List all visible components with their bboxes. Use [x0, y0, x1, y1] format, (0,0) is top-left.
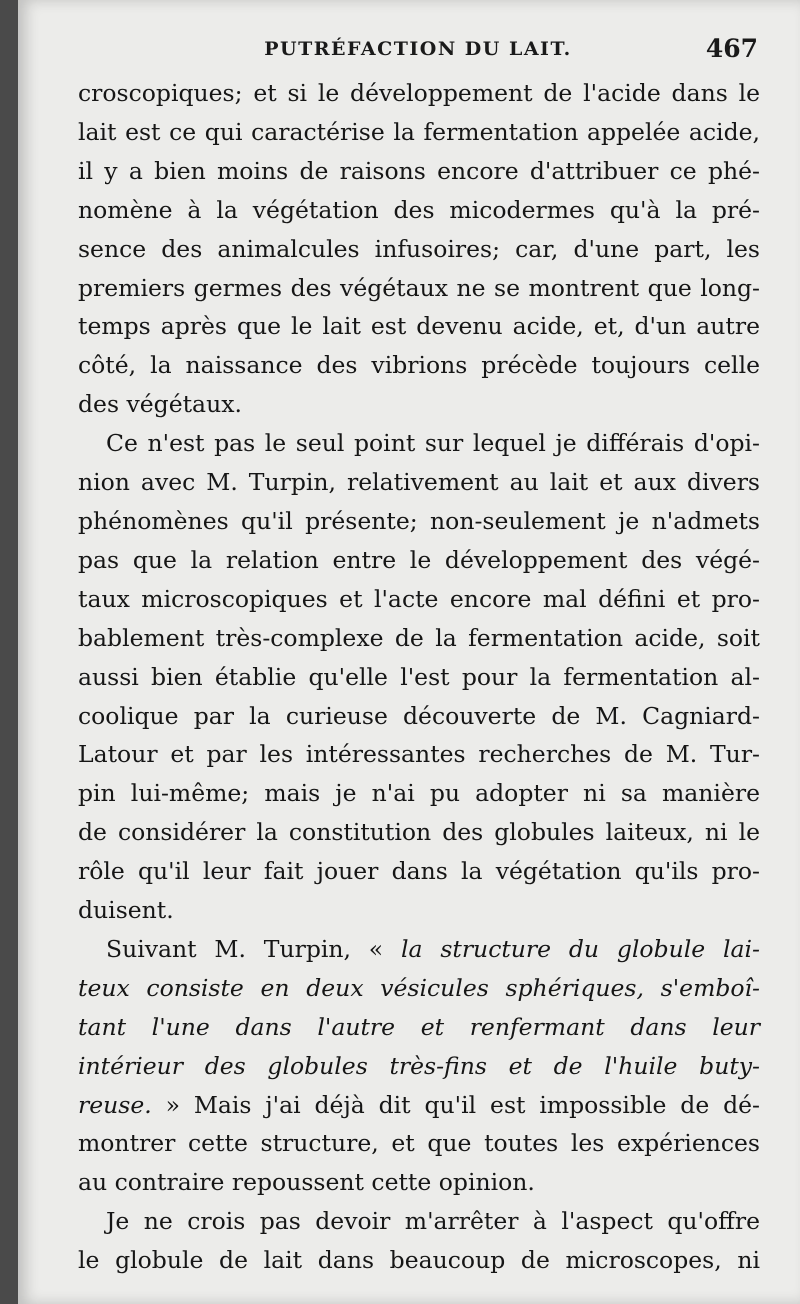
- text-line: Ce n'est pas le seul point sur lequel je différais d'opi-: [106, 429, 760, 458]
- text-line: aussi bien établie qu'elle l'est pour la fermentation al-: [78, 662, 760, 691]
- page-header: [78, 34, 758, 78]
- paragraph-1: [78, 74, 760, 424]
- text-line: pas que la relation entre le développement des végé-: [78, 545, 760, 574]
- paragraph-4: [78, 1202, 760, 1280]
- quoted-text-line: intérieur des globules très-fins et de l'huile buty-: [78, 1051, 760, 1080]
- text-line: taux microscopiques et l'acte encore mal défini et pro-: [78, 584, 760, 613]
- text-line: coolique par la curieuse découverte de M. Cagniard-: [78, 701, 760, 730]
- text-line: bablement très-complexe de la fermentation acide, soit: [78, 623, 760, 652]
- text-line: [78, 1086, 760, 1125]
- text-line: montrer cette structure, et que toutes les expériences: [78, 1129, 760, 1158]
- paragraph-3-quotation: [78, 930, 760, 1202]
- text-line: il y a bien moins de raisons encore d'attribuer ce phé-: [78, 156, 760, 185]
- roman-text: Suivant M. Turpin, «: [106, 934, 401, 963]
- quoted-text: reuse.: [78, 1090, 152, 1119]
- quoted-text-line: tant l'une dans l'autre et renfermant dans leur: [78, 1012, 760, 1041]
- text-line: côté, la naissance des vibrions précède toujours celle: [78, 351, 760, 380]
- text-line: croscopiques; et si le développement de l'acide dans le: [78, 79, 760, 107]
- roman-text: » Mais j'ai déjà dit qu'il est impossible de dé-: [151, 1090, 760, 1119]
- text-line: au contraire repoussent cette opinion.: [78, 1168, 535, 1197]
- text-line: le globule de lait dans beaucoup de microscopes, ni: [78, 1246, 760, 1275]
- paragraph-2: [78, 424, 760, 930]
- text-line: sence des animalcules infusoires; car, d'une part, les: [78, 234, 760, 263]
- text-line: Je ne crois pas devoir m'arrêter à l'aspect qu'offre: [106, 1207, 760, 1236]
- page-body: [78, 74, 760, 1280]
- running-title: PUTRÉFACTION DU LAIT.: [264, 38, 572, 60]
- text-line: des végétaux.: [78, 390, 242, 419]
- text-line: phénomènes qu'il présente; non-seulement je n'admets: [78, 506, 760, 535]
- quoted-text-line: teux consiste en deux vésicules sphériques, s'emboî-: [78, 973, 760, 1002]
- text-line: lait est ce qui caractérise la fermentation appelée acide,: [78, 117, 760, 146]
- text-line: Latour et par les intéressantes recherches de M. Tur-: [78, 740, 760, 769]
- text-line: nomène à la végétation des micodermes qu'à la pré-: [78, 195, 760, 224]
- text-line: nion avec M. Turpin, relativement au lait et aux divers: [78, 468, 760, 497]
- text-line: premiers germes des végétaux ne se montrent que long-: [78, 273, 760, 302]
- text-line: temps après que le lait est devenu acide, et, d'un autre: [78, 312, 760, 341]
- text-line: de considérer la constitution des globules laiteux, ni le: [78, 818, 760, 847]
- quoted-text: la structure du globule lai-: [400, 934, 760, 963]
- text-line: pin lui-même; mais je n'ai pu adopter ni sa manière: [78, 779, 760, 808]
- text-line: duisent.: [78, 896, 174, 925]
- page-number: 467: [705, 34, 758, 63]
- text-line: [78, 930, 760, 969]
- text-line: rôle qu'il leur fait jouer dans la végétation qu'ils pro-: [78, 857, 760, 886]
- book-page: [18, 0, 800, 1304]
